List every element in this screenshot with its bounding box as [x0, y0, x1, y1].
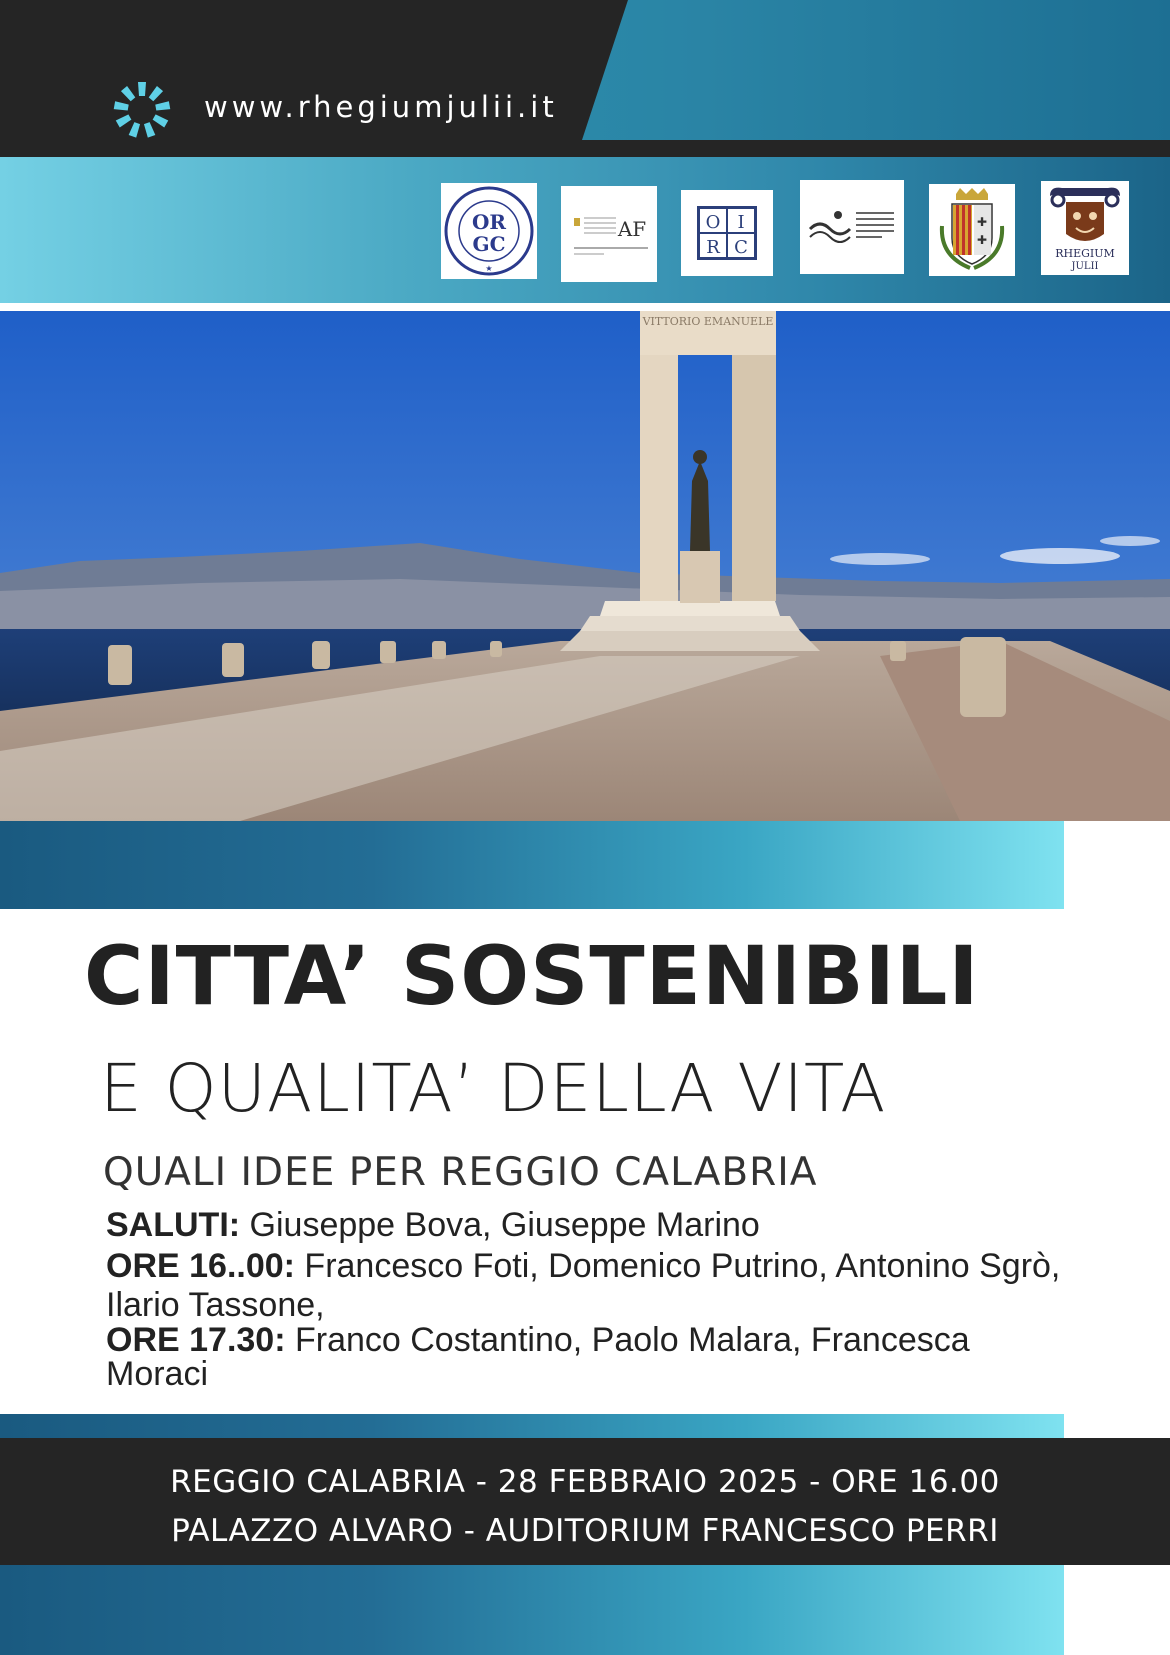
decorative-band-mid [0, 1414, 1064, 1438]
orgc-top-text: OR [471, 210, 507, 234]
svg-text:✚: ✚ [976, 215, 988, 229]
stemma-citta-logo[interactable] [929, 184, 1015, 276]
decorative-band-top [0, 821, 1064, 909]
ordine-geologi-logo[interactable] [441, 183, 537, 279]
ore2-names: Franco Costantino, Paolo Malara, Francesca [285, 1321, 970, 1359]
decorative-band-bottom [0, 1565, 1064, 1655]
af-mark-text: AF [617, 217, 647, 241]
ore2-names-cont: Moraci [106, 1355, 209, 1393]
saluti-label: SALUTI: [106, 1206, 241, 1244]
monument-inscription: VITTORIO EMANUELE [642, 315, 774, 328]
program-ore-1-cont [106, 1288, 325, 1322]
rhegium-logo-text: RHEGIUM [1055, 247, 1115, 260]
ore1-label: ORE 16..00: [106, 1247, 295, 1285]
page-title: CITTA’ SOSTENIBILI [84, 930, 980, 1024]
ordine-agronomi-logo[interactable] [561, 186, 657, 282]
site-url-link[interactable]: www.rhegiumjulii.it [204, 90, 558, 124]
page-tagline: QUALI IDEE PER REGGIO CALABRIA [103, 1150, 818, 1195]
rhegium-julii-logo[interactable] [1041, 181, 1129, 275]
program-ore-2 [106, 1323, 970, 1357]
program-saluti [106, 1208, 760, 1242]
svg-text:R: R [706, 237, 720, 258]
oirc-logo[interactable] [681, 190, 773, 276]
program-ore-2-cont [106, 1357, 208, 1391]
partner-logos-band [0, 157, 1170, 303]
svg-text:✚: ✚ [976, 233, 988, 247]
ore1-names: Francesco Foti, Domenico Putrino, Antonino Sgrò, [294, 1247, 1061, 1285]
svg-text:O: O [705, 212, 721, 233]
svg-text:★: ★ [485, 264, 493, 273]
ordine-architetti-logo[interactable] [800, 180, 904, 274]
sun-logo-icon[interactable] [112, 80, 172, 140]
julii-logo-text: JULII [1071, 261, 1099, 272]
ore2-label: ORE 17.30: [106, 1321, 286, 1359]
ore1-names-cont: Ilario Tassone, [106, 1286, 325, 1324]
program-ore-1 [106, 1249, 1060, 1283]
svg-text:I: I [737, 212, 745, 233]
saluti-names: Giuseppe Bova, Giuseppe Marino [240, 1206, 760, 1244]
event-date-line: REGGIO CALABRIA - 28 FEBBRAIO 2025 - ORE 16.00 [170, 1464, 1000, 1500]
orgc-bottom-text: GC [472, 232, 506, 256]
svg-text:C: C [734, 237, 748, 258]
page-subtitle: E QUALITA’ DELLA VITA [100, 1050, 887, 1127]
monument-photo [0, 311, 1170, 821]
event-location-line: PALAZZO ALVARO - AUDITORIUM FRANCESCO PERRI [171, 1513, 999, 1549]
